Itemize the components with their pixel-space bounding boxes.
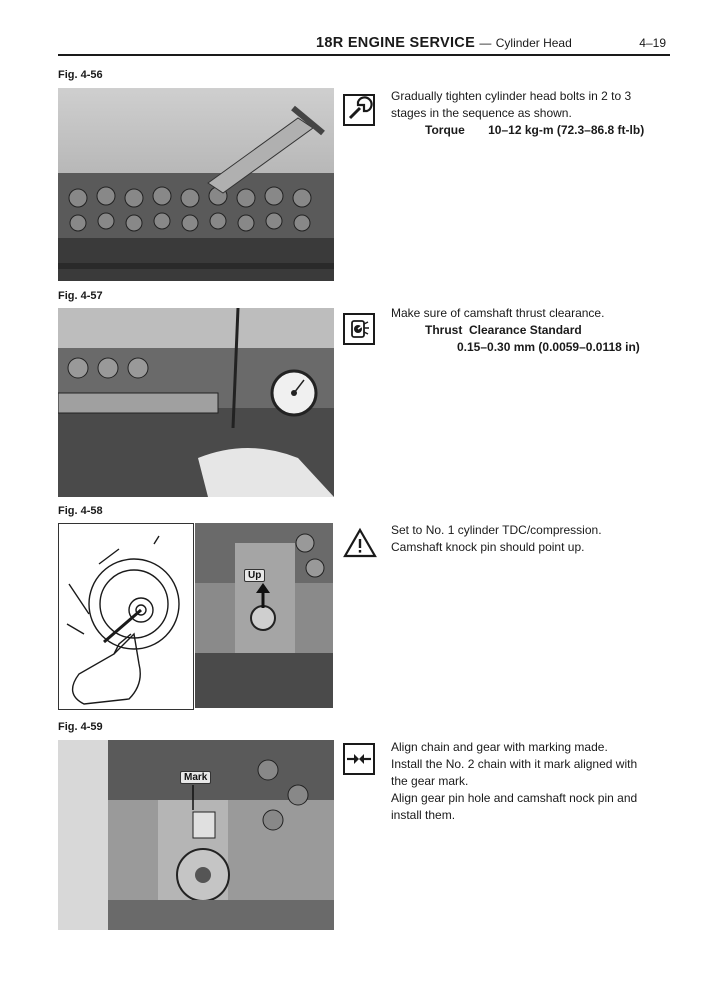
spec-label: Torque [425, 123, 465, 137]
section-title: 18R ENGINE SERVICE [316, 35, 476, 51]
header-title [316, 35, 572, 51]
fig-4-58-photo [195, 523, 333, 708]
instruction-line: Camshaft knock pin should point up. [391, 540, 585, 554]
fig-4-58-label: Fig. 4-58 [58, 505, 103, 517]
mark-callout: Mark [180, 771, 211, 784]
header-rule [58, 54, 670, 56]
instruction-line: Gradually tighten cylinder head bolts in 2 to 3 [391, 89, 632, 103]
instruction-line: Align gear pin hole and camshaft nock pin and [391, 791, 638, 805]
fig-4-56-label: Fig. 4-56 [58, 69, 103, 81]
instruction-line: Install the No. 2 chain with it mark aligned with [391, 757, 638, 771]
spec-value: 10–12 kg-m (72.3–86.8 ft-lb) [488, 123, 645, 137]
instruction-line: Set to No. 1 cylinder TDC/compression. [391, 523, 602, 537]
instruction-line: the gear mark. [391, 774, 469, 788]
up-callout: Up [244, 569, 265, 582]
clearance-spec-label: Thrust Clearance Standard [425, 323, 582, 337]
clearance-spec-value: 0.15–0.30 mm (0.0059–0.0118 in) [457, 340, 640, 354]
fig-4-58-text [391, 522, 676, 556]
fig-4-59-text [391, 739, 676, 824]
page-header [58, 32, 670, 56]
fig-4-57-label: Fig. 4-57 [58, 290, 103, 302]
fig-4-56-text [391, 88, 676, 139]
title-separator: — [479, 36, 492, 50]
dial-gauge-icon [343, 313, 375, 345]
torque-wrench-icon [343, 94, 375, 126]
warning-triangle-icon [343, 527, 377, 559]
fig-4-59-photo [58, 740, 334, 930]
fig-4-59-label: Fig. 4-59 [58, 721, 103, 733]
page-number: 4–19 [639, 36, 666, 50]
fig-4-57-photo [58, 308, 334, 497]
align-arrows-icon [343, 743, 375, 775]
section-subtitle: Cylinder Head [495, 36, 572, 50]
instruction-line: Align chain and gear with marking made. [391, 740, 608, 754]
instruction-line: install them. [391, 808, 456, 822]
fig-4-58-drawing [58, 523, 194, 710]
instruction-line: Make sure of camshaft thrust clearance. [391, 306, 605, 320]
fig-4-56-photo [58, 88, 334, 281]
fig-4-57-text [391, 305, 676, 356]
instruction-line: stages in the sequence as shown. [391, 106, 572, 120]
torque-spec [391, 122, 676, 139]
